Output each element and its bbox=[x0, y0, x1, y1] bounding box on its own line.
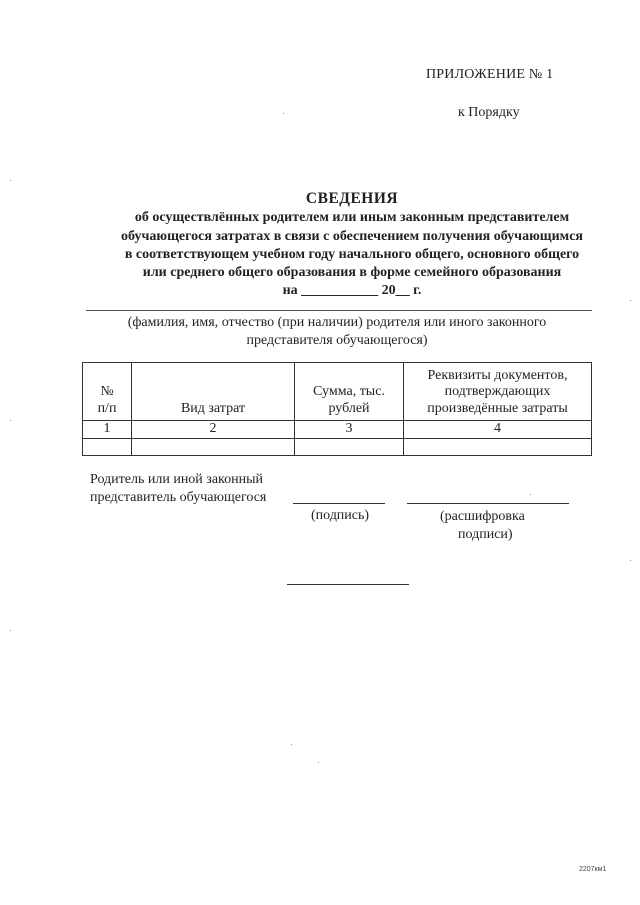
expenses-table bbox=[82, 362, 592, 456]
footer-code: 2207км1 bbox=[579, 866, 607, 873]
heading-line: в соответствующем учебном году начального общего, основного общего bbox=[124, 246, 580, 262]
scan-speck bbox=[291, 744, 292, 745]
scan-speck bbox=[10, 180, 11, 181]
heading-line: обучающегося затратах в связи с обеспечением получения обучающимся bbox=[121, 228, 583, 244]
name-fill-line bbox=[86, 310, 592, 311]
table-row-numbers bbox=[83, 421, 592, 439]
header-num: № п/п bbox=[83, 363, 132, 421]
signer-label: Родитель или иной законный представитель обучающегося bbox=[90, 472, 267, 505]
table-header-row bbox=[83, 363, 592, 421]
heading-line: или среднего общего образования в форме семейного образования bbox=[142, 265, 562, 281]
scan-speck bbox=[318, 762, 319, 763]
bottom-rule bbox=[287, 584, 409, 585]
table-cell bbox=[404, 438, 592, 455]
table-cell: 1 bbox=[83, 421, 132, 439]
appendix-title: ПРИЛОЖЕНИЕ № 1 bbox=[426, 67, 554, 82]
table-cell bbox=[132, 438, 295, 455]
scan-speck bbox=[10, 630, 11, 631]
date-line: на ___________ 20__ г. bbox=[282, 283, 422, 299]
table-cell: 4 bbox=[404, 421, 592, 439]
scan-speck bbox=[630, 300, 631, 301]
table-cell bbox=[295, 438, 404, 455]
header-expense-type: Вид затрат bbox=[132, 363, 295, 421]
name-caption-line: (фамилия, имя, отчество (при наличии) родителя или иного законного bbox=[127, 315, 547, 330]
document-heading bbox=[60, 190, 640, 301]
name-caption bbox=[80, 314, 594, 350]
scan-speck bbox=[630, 560, 631, 561]
decryption-line bbox=[407, 503, 569, 504]
table-row-empty bbox=[83, 438, 592, 455]
table-cell: 3 bbox=[295, 421, 404, 439]
order-reference: к Порядку bbox=[458, 105, 520, 120]
document-title: СВЕДЕНИЯ bbox=[305, 190, 399, 207]
table-cell bbox=[83, 438, 132, 455]
signature-caption: (подпись) bbox=[310, 508, 370, 523]
name-caption-line: представителя обучающегося) bbox=[246, 333, 428, 348]
heading-line: об осуществлённых родителем или иным законным представителем bbox=[134, 210, 570, 226]
signature-line bbox=[293, 503, 385, 504]
decryption-caption: (расшифровка подписи) bbox=[440, 509, 525, 542]
scan-speck bbox=[10, 420, 11, 421]
scan-speck bbox=[530, 494, 531, 495]
header-sum: Сумма, тыс. рублей bbox=[295, 363, 404, 421]
scan-speck bbox=[283, 113, 284, 114]
header-documents: Реквизиты документов, подтверждающих произведённые затраты bbox=[404, 363, 592, 421]
table-cell: 2 bbox=[132, 421, 295, 439]
